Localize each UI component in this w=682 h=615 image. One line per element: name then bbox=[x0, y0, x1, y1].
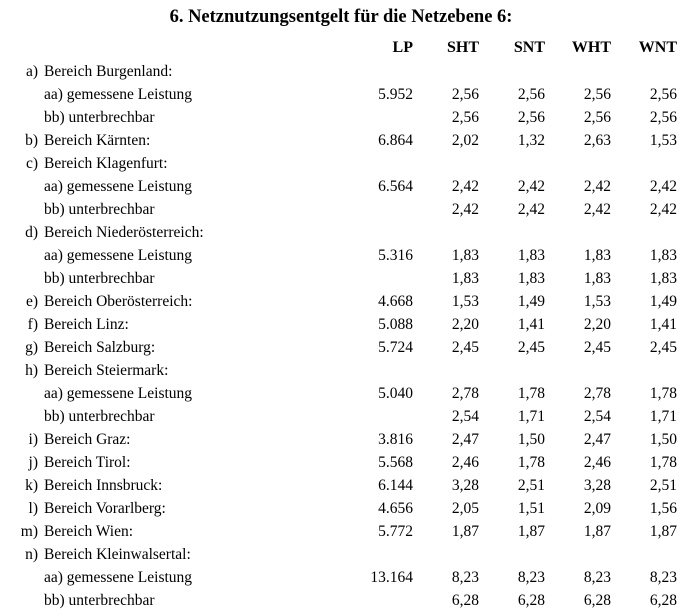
cell-sht: 2,42 bbox=[451, 201, 479, 218]
cell-wnt: 1,71 bbox=[649, 408, 677, 425]
cell-wnt: 1,83 bbox=[649, 247, 677, 264]
cell-wht: 1,83 bbox=[583, 247, 611, 264]
cell-wht: 2,78 bbox=[583, 385, 611, 402]
row-sublabel: bb) unterbrechbar bbox=[44, 201, 155, 218]
cell-wht: 2,20 bbox=[583, 316, 611, 333]
row-sublabel: aa) gemessene Leistung bbox=[44, 86, 193, 103]
row-label: Bereich Klagenfurt: bbox=[44, 155, 168, 172]
cell-wnt: 2,42 bbox=[649, 201, 677, 218]
row-letter: b) bbox=[25, 132, 38, 149]
cell-lp: 5.952 bbox=[378, 86, 413, 103]
column-header-wnt: WNT bbox=[638, 39, 677, 56]
row-label: Bereich Innsbruck: bbox=[44, 477, 163, 494]
cell-wnt: 1,78 bbox=[649, 454, 677, 471]
table-row bbox=[0, 175, 682, 198]
row-label: Bereich Graz: bbox=[44, 431, 131, 448]
cell-snt: 2,42 bbox=[517, 178, 545, 195]
row-sublabel: bb) unterbrechbar bbox=[44, 270, 155, 287]
cell-wnt: 1,83 bbox=[649, 270, 677, 287]
cell-lp: 5.040 bbox=[378, 385, 413, 402]
row-label: Bereich Kleinwalsertal: bbox=[44, 546, 191, 563]
table-row bbox=[0, 359, 682, 382]
cell-wht: 2,09 bbox=[583, 500, 611, 517]
table-row bbox=[0, 336, 682, 359]
table-row bbox=[0, 83, 682, 106]
cell-snt: 1,32 bbox=[517, 132, 545, 149]
cell-lp: 5.568 bbox=[378, 454, 413, 471]
row-letter: f) bbox=[27, 316, 38, 333]
row-label: Bereich Burgenland: bbox=[44, 63, 173, 80]
cell-lp: 5.088 bbox=[378, 316, 413, 333]
row-letter: e) bbox=[25, 293, 38, 310]
table-row bbox=[0, 405, 682, 428]
cell-sht: 2,78 bbox=[451, 385, 479, 402]
cell-sht: 6,28 bbox=[451, 592, 479, 609]
row-label: Bereich Oberösterreich: bbox=[44, 293, 193, 310]
cell-lp: 4.656 bbox=[378, 500, 413, 517]
row-letter: g) bbox=[25, 339, 38, 356]
cell-wht: 2,42 bbox=[583, 178, 611, 195]
cell-snt: 1,50 bbox=[517, 431, 545, 448]
cell-lp: 6.864 bbox=[378, 132, 413, 149]
row-sublabel: aa) gemessene Leistung bbox=[44, 178, 193, 195]
cell-lp: 4.668 bbox=[378, 293, 413, 310]
cell-wht: 1,87 bbox=[583, 523, 611, 540]
cell-wht: 8,23 bbox=[583, 569, 611, 586]
cell-sht: 8,23 bbox=[451, 569, 479, 586]
cell-wnt: 6,28 bbox=[649, 592, 677, 609]
row-label: Bereich Linz: bbox=[44, 316, 129, 333]
row-label: Bereich Steiermark: bbox=[44, 362, 169, 379]
table-row bbox=[0, 543, 682, 566]
cell-wht: 2,45 bbox=[583, 339, 611, 356]
table-row bbox=[0, 589, 682, 612]
cell-sht: 2,47 bbox=[451, 431, 479, 448]
table-row bbox=[0, 566, 682, 589]
cell-wht: 3,28 bbox=[583, 477, 611, 494]
cell-snt: 6,28 bbox=[517, 592, 545, 609]
cell-lp: 5.772 bbox=[378, 523, 413, 540]
cell-wht: 1,83 bbox=[583, 270, 611, 287]
cell-lp: 5.316 bbox=[378, 247, 413, 264]
table-row bbox=[0, 129, 682, 152]
table-row bbox=[0, 152, 682, 175]
cell-wnt: 2,56 bbox=[649, 86, 677, 103]
row-letter: i) bbox=[28, 431, 38, 448]
cell-sht: 2,46 bbox=[451, 454, 479, 471]
cell-wnt: 1,49 bbox=[649, 293, 677, 310]
table-row bbox=[0, 60, 682, 83]
column-header-lp: LP bbox=[392, 39, 413, 56]
row-label: Bereich Tirol: bbox=[44, 454, 131, 471]
cell-wht: 2,46 bbox=[583, 454, 611, 471]
cell-wht: 2,47 bbox=[583, 431, 611, 448]
cell-lp: 5.724 bbox=[378, 339, 413, 356]
cell-snt: 1,71 bbox=[517, 408, 545, 425]
row-letter: n) bbox=[25, 546, 38, 563]
table-row bbox=[0, 290, 682, 313]
row-label: Bereich Niederösterreich: bbox=[44, 224, 204, 241]
cell-sht: 2,02 bbox=[451, 132, 479, 149]
table-row bbox=[0, 221, 682, 244]
cell-snt: 8,23 bbox=[517, 569, 545, 586]
tariff-table bbox=[0, 60, 682, 612]
cell-sht: 3,28 bbox=[451, 477, 479, 494]
table-row bbox=[0, 428, 682, 451]
cell-lp: 13.164 bbox=[370, 569, 413, 586]
column-header-snt: SNT bbox=[513, 39, 545, 56]
table-row bbox=[0, 474, 682, 497]
cell-snt: 1,83 bbox=[517, 270, 545, 287]
table-row bbox=[0, 451, 682, 474]
table-row bbox=[0, 244, 682, 267]
table-row bbox=[0, 198, 682, 221]
cell-snt: 1,78 bbox=[517, 385, 545, 402]
cell-sht: 2,42 bbox=[451, 178, 479, 195]
row-letter: l) bbox=[28, 500, 38, 517]
cell-wnt: 1,53 bbox=[649, 132, 677, 149]
row-sublabel: bb) unterbrechbar bbox=[44, 592, 155, 609]
table-row bbox=[0, 106, 682, 129]
cell-snt: 2,56 bbox=[517, 109, 545, 126]
cell-wht: 2,56 bbox=[583, 109, 611, 126]
cell-sht: 1,53 bbox=[451, 293, 479, 310]
cell-wht: 6,28 bbox=[583, 592, 611, 609]
cell-wnt: 1,50 bbox=[649, 431, 677, 448]
cell-wnt: 1,87 bbox=[649, 523, 677, 540]
cell-wnt: 1,41 bbox=[649, 316, 677, 333]
cell-snt: 1,41 bbox=[517, 316, 545, 333]
table-row bbox=[0, 382, 682, 405]
row-label: Bereich Salzburg: bbox=[44, 339, 156, 356]
row-letter: d) bbox=[25, 224, 38, 241]
cell-snt: 2,45 bbox=[517, 339, 545, 356]
row-letter: h) bbox=[25, 362, 38, 379]
cell-snt: 1,51 bbox=[517, 500, 545, 517]
cell-lp: 6.144 bbox=[378, 477, 413, 494]
cell-wnt: 2,56 bbox=[649, 109, 677, 126]
cell-sht: 2,05 bbox=[451, 500, 479, 517]
row-sublabel: bb) unterbrechbar bbox=[44, 109, 155, 126]
cell-sht: 2,54 bbox=[451, 408, 479, 425]
row-sublabel: aa) gemessene Leistung bbox=[44, 569, 193, 586]
table-row bbox=[0, 520, 682, 543]
cell-sht: 2,45 bbox=[451, 339, 479, 356]
row-label: Bereich Kärnten: bbox=[44, 132, 151, 149]
cell-snt: 2,56 bbox=[517, 86, 545, 103]
cell-sht: 2,56 bbox=[451, 86, 479, 103]
cell-wnt: 2,45 bbox=[649, 339, 677, 356]
row-letter: a) bbox=[25, 63, 38, 80]
cell-snt: 1,87 bbox=[517, 523, 545, 540]
row-letter: j) bbox=[28, 454, 38, 471]
cell-wht: 2,42 bbox=[583, 201, 611, 218]
cell-wht: 2,63 bbox=[583, 132, 611, 149]
table-row bbox=[0, 267, 682, 290]
cell-sht: 1,87 bbox=[451, 523, 479, 540]
cell-wnt: 2,51 bbox=[649, 477, 677, 494]
cell-sht: 2,20 bbox=[451, 316, 479, 333]
table-row bbox=[0, 497, 682, 520]
cell-wnt: 1,56 bbox=[649, 500, 677, 517]
row-letter: c) bbox=[25, 155, 38, 172]
row-sublabel: bb) unterbrechbar bbox=[44, 408, 155, 425]
cell-snt: 1,78 bbox=[517, 454, 545, 471]
cell-snt: 2,42 bbox=[517, 201, 545, 218]
cell-sht: 2,56 bbox=[451, 109, 479, 126]
row-label: Bereich Wien: bbox=[44, 523, 134, 540]
row-sublabel: aa) gemessene Leistung bbox=[44, 247, 193, 264]
row-letter: m) bbox=[20, 523, 38, 540]
table-row bbox=[0, 313, 682, 336]
cell-wnt: 1,78 bbox=[649, 385, 677, 402]
cell-sht: 1,83 bbox=[451, 270, 479, 287]
cell-wht: 1,53 bbox=[583, 293, 611, 310]
cell-snt: 2,51 bbox=[517, 477, 545, 494]
cell-snt: 1,49 bbox=[517, 293, 545, 310]
cell-wht: 2,54 bbox=[583, 408, 611, 425]
row-sublabel: aa) gemessene Leistung bbox=[44, 385, 193, 402]
page-title: 6. Netznutzungsentgelt für die Netzebene 6: bbox=[169, 7, 513, 27]
cell-wht: 2,56 bbox=[583, 86, 611, 103]
row-label: Bereich Vorarlberg: bbox=[44, 500, 166, 517]
column-header-sht: SHT bbox=[446, 39, 479, 56]
cell-sht: 1,83 bbox=[451, 247, 479, 264]
cell-wnt: 8,23 bbox=[649, 569, 677, 586]
column-header-wht: WHT bbox=[571, 39, 611, 56]
cell-snt: 1,83 bbox=[517, 247, 545, 264]
row-letter: k) bbox=[25, 477, 38, 494]
cell-lp: 6.564 bbox=[378, 178, 413, 195]
cell-wnt: 2,42 bbox=[649, 178, 677, 195]
cell-lp: 3.816 bbox=[378, 431, 413, 448]
